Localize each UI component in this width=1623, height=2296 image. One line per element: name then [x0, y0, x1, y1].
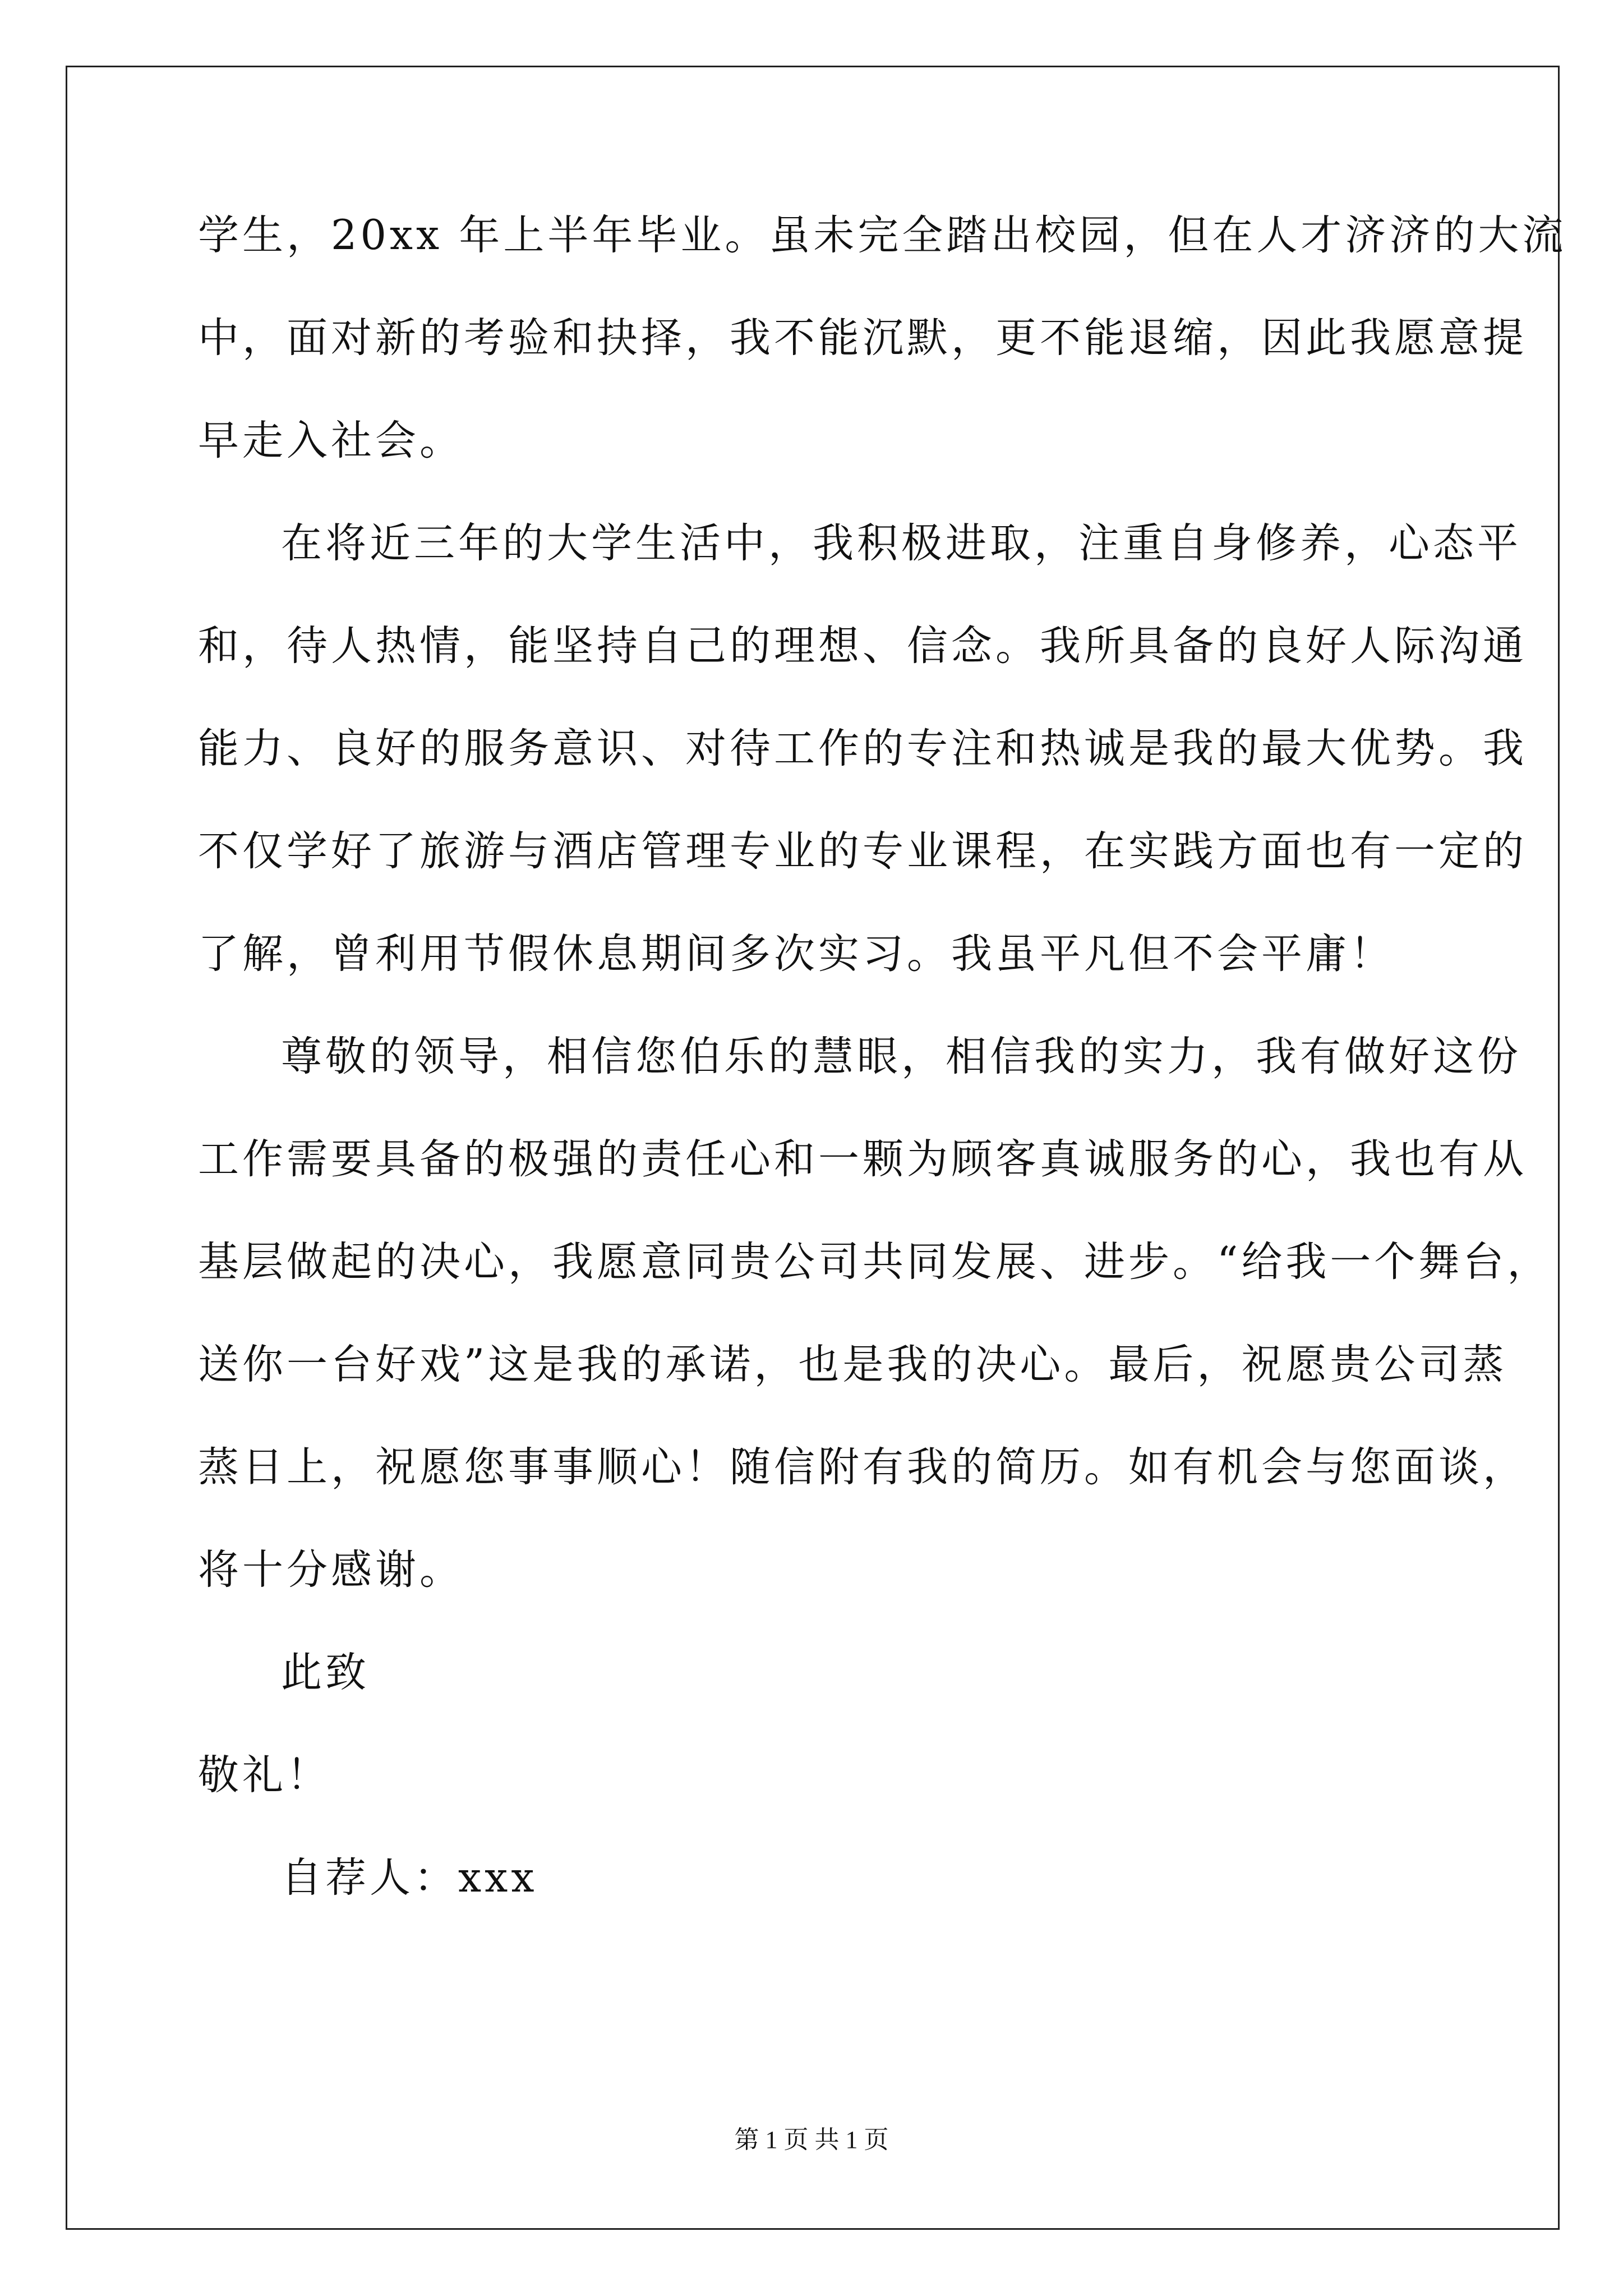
text-line: 送你一台好戏”这是我的承诺，也是我的决心。最后，祝愿贵公司蒸	[198, 1341, 1507, 1388]
text-line: 不仅学好了旅游与酒店管理专业的专业课程，在实践方面也有一定的	[198, 827, 1527, 875]
text-line: 早走入社会。	[198, 417, 464, 464]
text-line: 中，面对新的考验和抉择，我不能沉默，更不能退缩，因此我愿意提	[198, 314, 1527, 362]
closing-regards: 敬礼！	[198, 1751, 331, 1799]
page-number: 第 1 页 共 1 页	[734, 2126, 889, 2154]
signature-line: 自荐人：xxx	[281, 1854, 538, 1902]
closing-salutation: 此致	[281, 1649, 370, 1696]
text-line: 能力、良好的服务意识、对待工作的专注和热诚是我的最大优势。我	[198, 725, 1527, 772]
paragraph-start-line: 在将近三年的大学生活中，我积极进取，注重自身修养，心态平	[281, 519, 1521, 567]
text-line: 工作需要具备的极强的责任心和一颗为顾客真诚服务的心，我也有从	[198, 1135, 1527, 1183]
text-line: 和，待人热情，能坚持自己的理想、信念。我所具备的良好人际沟通	[198, 622, 1527, 670]
text-line: 基层做起的决心，我愿意同贵公司共同发展、进步。“给我一个舞台，	[198, 1238, 1552, 1286]
paragraph-start-line: 尊敬的领导，相信您伯乐的慧眼，相信我的实力，我有做好这份	[281, 1033, 1521, 1080]
text-line: 蒸日上，祝愿您事事顺心！随信附有我的简历。如有机会与您面谈，	[198, 1443, 1527, 1491]
text-line: 学生，20xx 年上半年毕业。虽未完全踏出校园，但在人才济济的大流	[198, 211, 1567, 259]
text-line: 将十分感谢。	[198, 1546, 464, 1594]
text-line: 了解，曾利用节假休息期间多次实习。我虽平凡但不会平庸！	[198, 930, 1394, 978]
